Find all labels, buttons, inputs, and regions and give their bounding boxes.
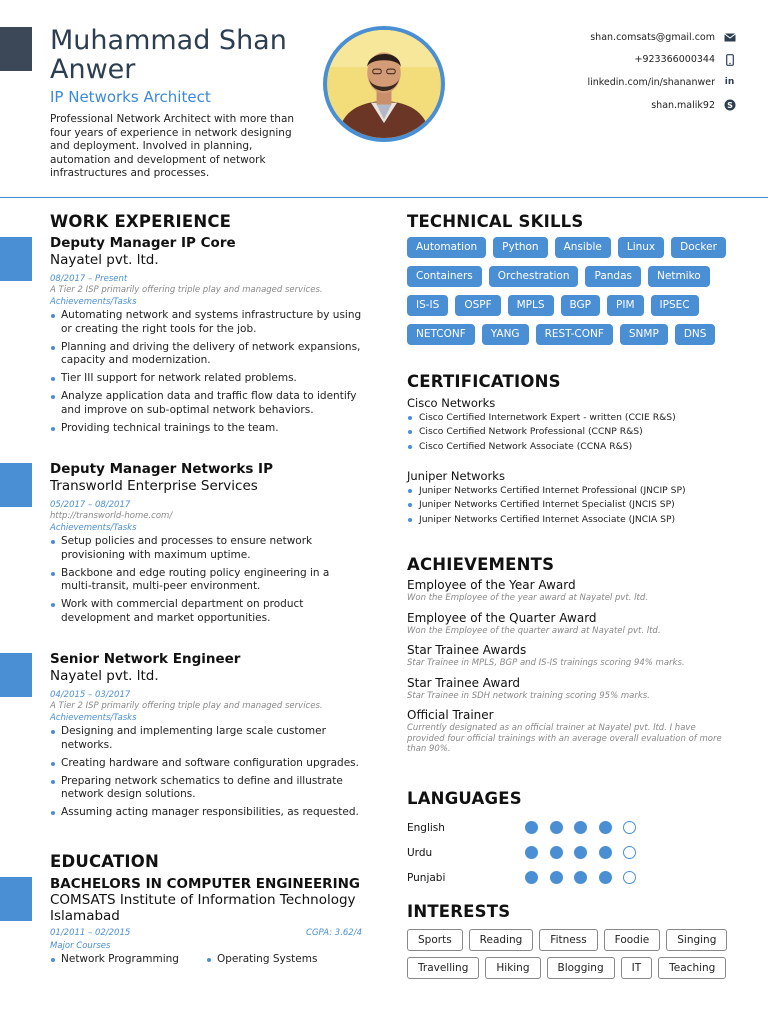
level-dot-filled — [525, 871, 538, 884]
language-level — [525, 846, 648, 859]
tasks-label: Achievements/Tasks — [50, 713, 137, 723]
task-item: Planning and driving the delivery of network expansions, capacity and modernization. — [50, 341, 362, 368]
skill-tag: Containers — [407, 266, 482, 287]
level-dot-filled — [599, 871, 612, 884]
cert-org: Cisco Networks — [407, 396, 496, 410]
language-name: Punjabi — [407, 871, 446, 884]
achievement-item — [407, 676, 732, 702]
linkedin-icon: in — [724, 77, 735, 88]
level-dot-filled — [574, 871, 587, 884]
task-item: Providing technical trainings to the team. — [50, 422, 362, 436]
contact-phone-text[interactable]: +923366000344 — [634, 54, 715, 66]
contact-list — [587, 26, 736, 116]
job-company: Transworld Enterprise Services — [50, 478, 258, 494]
languages-heading: LANGUAGES — [407, 789, 522, 808]
job-date: 08/2017 – Present — [50, 274, 128, 284]
course-list — [50, 953, 362, 965]
interest-tag: IT — [621, 957, 653, 979]
interest-tag: Singing — [666, 929, 727, 951]
interest-tag: Blogging — [547, 957, 615, 979]
header-divider — [0, 197, 768, 198]
job-role: IP Networks Architect — [50, 88, 211, 106]
achievement-desc: Star Trainee in SDH network training scoring 95% marks. — [407, 690, 650, 701]
achievement-title: Employee of the Year Award — [407, 578, 576, 592]
achievement-item — [407, 611, 732, 637]
section-accent-bar — [0, 877, 32, 921]
contact-skype[interactable] — [587, 94, 736, 117]
task-item: Work with commercial department on product development and market opportunities. — [50, 598, 362, 625]
cert-group — [407, 396, 737, 454]
cert-item: Cisco Certified Network Associate (CCNA R&S) — [407, 440, 737, 454]
section-accent-bar — [0, 237, 32, 281]
course-item: Operating Systems — [206, 953, 362, 965]
achievements-heading: ACHIEVEMENTS — [407, 555, 555, 574]
contact-email-text[interactable]: shan.comsats@gmail.com — [590, 31, 715, 43]
language-list — [407, 815, 737, 890]
education-date: 01/2011 – 02/2015 — [50, 928, 131, 938]
skype-icon — [723, 99, 736, 112]
task-item: Setup policies and processes to ensure network provisioning with maximum uptime. — [50, 535, 362, 562]
skill-tag: DNS — [675, 324, 716, 345]
cert-item: Juniper Networks Certified Internet Associate (JNCIA SP) — [407, 513, 737, 527]
interest-tag: Travelling — [407, 957, 479, 979]
achievement-item — [407, 578, 732, 604]
level-dot-empty — [623, 821, 636, 834]
level-dot-filled — [574, 821, 587, 834]
cert-group — [407, 469, 737, 527]
cert-item: Juniper Networks Certified Internet Specialist (JNCIS SP) — [407, 498, 737, 512]
skill-tag: Docker — [671, 237, 726, 258]
skill-tag: Linux — [618, 237, 664, 258]
skill-tag: Netmiko — [648, 266, 710, 287]
level-dot-filled — [550, 846, 563, 859]
task-item: Analyze application data and traffic flow data to identify and improve on sub-optimal network behaviors. — [50, 390, 362, 417]
job-entry — [50, 651, 362, 824]
task-item: Backbone and edge routing policy engineering in a multi-transit, multi-peer environment. — [50, 567, 362, 594]
job-entry — [50, 461, 362, 630]
job-company: Nayatel pvt. ltd. — [50, 252, 159, 268]
job-date: 05/2017 – 08/2017 — [50, 500, 131, 510]
contact-linkedin-text[interactable]: linkedin.com/in/shananwer — [587, 76, 715, 88]
level-dot-empty — [623, 871, 636, 884]
interest-tag: Teaching — [658, 957, 726, 979]
achievement-list — [407, 578, 732, 762]
technical-skills-heading: TECHNICAL SKILLS — [407, 212, 584, 231]
cert-list — [407, 484, 737, 527]
cert-list — [407, 411, 737, 454]
contact-email[interactable] — [587, 26, 736, 49]
job-website-link[interactable]: http://transworld-home.com/ — [50, 511, 173, 521]
cert-item: Cisco Certified Network Professional (CCNP R&S) — [407, 425, 737, 439]
achievement-desc: Won the Employee of the year award at Nayatel pvt. ltd. — [407, 593, 648, 603]
skill-tag: Orchestration — [489, 266, 579, 287]
task-item: Preparing network schematics to define and illustrate network design solutions. — [50, 775, 362, 802]
skill-tag: MPLS — [508, 295, 554, 316]
language-name: Urdu — [407, 846, 433, 859]
achievement-desc: Star Trainee in MPLS, BGP and IS-IS trainings scoring 94% marks. — [407, 658, 685, 668]
section-accent-bar — [0, 653, 32, 697]
cert-item: Juniper Networks Certified Internet Professional (JNCIP SP) — [407, 484, 737, 498]
interest-tag: Foodie — [604, 929, 661, 951]
job-description: A Tier 2 ISP primarily offering triple play and managed services. — [50, 701, 323, 711]
achievement-desc: Won the Employee of the quarter award at Nayatel pvt. ltd. — [407, 625, 661, 636]
skill-tag: Python — [493, 237, 547, 258]
achievement-item — [407, 708, 732, 755]
skill-tag: OSPF — [455, 295, 500, 316]
language-level — [525, 821, 648, 834]
education-meta — [50, 926, 362, 940]
job-date: 04/2015 – 03/2017 — [50, 690, 131, 700]
task-list — [50, 309, 362, 435]
language-row — [407, 865, 737, 890]
school-name: COMSATS Institute of Information Technology Islamabad — [50, 892, 356, 924]
job-title: Senior Network Engineer — [50, 651, 241, 667]
interest-tag: Hiking — [485, 957, 540, 979]
course-item: Network Programming — [50, 953, 206, 965]
job-title: Deputy Manager IP Core — [50, 235, 236, 251]
interest-tag: Fitness — [539, 929, 597, 951]
job-entry — [50, 235, 362, 440]
certifications-heading: CERTIFICATIONS — [407, 372, 561, 391]
candidate-name: Muhammad Shan Anwer — [50, 25, 287, 85]
skill-tag: NETCONF — [407, 324, 475, 345]
svg-text:S: S — [726, 101, 733, 111]
task-list — [50, 725, 362, 820]
phone-icon — [723, 53, 736, 66]
task-list — [50, 535, 362, 625]
header-accent-bar — [0, 27, 32, 71]
task-item: Designing and implementing large scale customer networks. — [50, 725, 362, 752]
achievement-title: Official Trainer — [407, 708, 494, 722]
task-item: Tier III support for network related problems. — [50, 372, 362, 386]
language-level — [525, 871, 648, 884]
contact-phone[interactable] — [587, 49, 736, 72]
education-entry — [50, 876, 362, 965]
education-gpa: CGPA: 3.62/4 — [306, 928, 362, 938]
task-item: Assuming acting manager responsibilities, as requested. — [50, 806, 362, 820]
level-dot-filled — [525, 846, 538, 859]
achievement-desc: Currently designated as an official trainer at Nayatel pvt. ltd. I have provided four official trainings with an average overall evaluation of more than 90%. — [407, 723, 722, 754]
skills-tag-list — [407, 237, 737, 353]
skill-tag: SNMP — [620, 324, 668, 345]
contact-linkedin[interactable] — [587, 71, 736, 94]
degree-title: BACHELORS IN COMPUTER ENGINEERING — [50, 876, 360, 892]
level-dot-filled — [550, 821, 563, 834]
task-item: Automating network and systems infrastructure by using or creating the right tools for the job. — [50, 309, 362, 336]
interest-tag-list — [407, 929, 737, 985]
language-row — [407, 840, 737, 865]
language-name: English — [407, 821, 445, 834]
interest-tag: Reading — [469, 929, 534, 951]
skill-tag: REST-CONF — [536, 324, 613, 345]
level-dot-filled — [599, 821, 612, 834]
work-experience-heading: WORK EXPERIENCE — [50, 212, 232, 231]
skill-tag: IS-IS — [407, 295, 448, 316]
skill-tag: BGP — [561, 295, 601, 316]
skill-tag: PIM — [607, 295, 644, 316]
cert-item: Cisco Certified Internetwork Expert - written (CCIE R&S) — [407, 411, 737, 425]
email-icon — [723, 31, 736, 44]
cert-org: Juniper Networks — [407, 469, 505, 483]
profile-summary: Professional Network Architect with more than four years of experience in network designing and deployment. Involved in planning, automation and development of network infrastructures and processes. — [50, 113, 295, 179]
portrait-image — [327, 30, 441, 138]
task-item: Creating hardware and software configuration upgrades. — [50, 757, 362, 771]
level-dot-filled — [574, 846, 587, 859]
level-dot-filled — [525, 821, 538, 834]
achievement-title: Employee of the Quarter Award — [407, 610, 597, 625]
achievement-title: Star Trainee Awards — [407, 643, 527, 657]
job-description: A Tier 2 ISP primarily offering triple play and managed services. — [50, 285, 323, 295]
skill-tag: IPSEC — [651, 295, 699, 316]
courses-label: Major Courses — [50, 941, 111, 951]
job-title: Deputy Manager Networks IP — [50, 461, 273, 477]
level-dot-empty — [623, 846, 636, 859]
job-company: Nayatel pvt. ltd. — [50, 668, 159, 684]
tasks-label: Achievements/Tasks — [50, 297, 137, 307]
achievement-item — [407, 643, 732, 669]
tasks-label: Achievements/Tasks — [50, 523, 137, 533]
level-dot-filled — [599, 846, 612, 859]
language-row — [407, 815, 737, 840]
skill-tag: Automation — [407, 237, 486, 258]
skill-tag: YANG — [482, 324, 529, 345]
level-dot-filled — [550, 871, 563, 884]
achievement-title: Star Trainee Award — [407, 675, 521, 690]
interest-tag: Sports — [407, 929, 463, 951]
education-heading: EDUCATION — [50, 852, 159, 871]
interests-heading: INTERESTS — [407, 902, 511, 921]
skill-tag: Ansible — [555, 237, 611, 258]
contact-skype-text[interactable]: shan.malik92 — [651, 99, 715, 111]
profile-photo — [323, 26, 445, 142]
section-accent-bar — [0, 463, 32, 507]
skill-tag: Pandas — [585, 266, 641, 287]
